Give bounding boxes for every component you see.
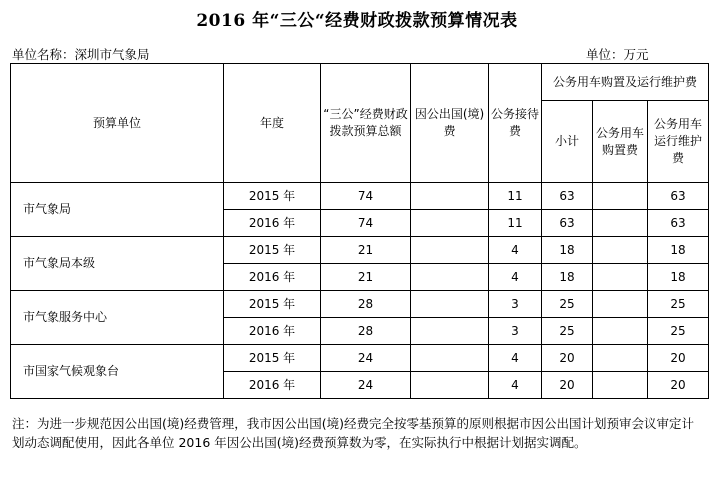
cell-abroad xyxy=(411,291,489,318)
cell-vehicle-operation: 18 xyxy=(648,237,709,264)
cell-subtotal: 20 xyxy=(542,345,593,372)
header-budget-unit: 预算单位 xyxy=(11,64,224,183)
header-year: 年度 xyxy=(224,64,321,183)
cell-vehicle-purchase xyxy=(593,183,648,210)
cell-budget-unit: 市气象局 xyxy=(11,183,224,237)
cell-reception: 11 xyxy=(489,183,542,210)
table-row xyxy=(11,183,709,210)
cell-total: 21 xyxy=(321,237,411,264)
cell-year: 2015 年 xyxy=(224,237,321,264)
cell-total: 74 xyxy=(321,210,411,237)
table-row xyxy=(11,291,709,318)
cell-subtotal: 20 xyxy=(542,372,593,399)
cell-reception: 3 xyxy=(489,318,542,345)
cell-year: 2016 年 xyxy=(224,210,321,237)
cell-year: 2016 年 xyxy=(224,318,321,345)
cell-reception: 3 xyxy=(489,291,542,318)
cell-vehicle-operation: 18 xyxy=(648,264,709,291)
cell-year: 2016 年 xyxy=(224,372,321,399)
cell-abroad xyxy=(411,237,489,264)
cell-reception: 4 xyxy=(489,372,542,399)
cell-total: 21 xyxy=(321,264,411,291)
cell-vehicle-purchase xyxy=(593,210,648,237)
cell-reception: 4 xyxy=(489,345,542,372)
cell-subtotal: 25 xyxy=(542,291,593,318)
cell-vehicle-purchase xyxy=(593,237,648,264)
header-vehicle-group: 公务用车购置及运行维护费 xyxy=(542,64,709,101)
cell-total: 24 xyxy=(321,372,411,399)
cell-year: 2016 年 xyxy=(224,264,321,291)
cell-vehicle-purchase xyxy=(593,264,648,291)
cell-abroad xyxy=(411,318,489,345)
cell-vehicle-purchase xyxy=(593,318,648,345)
header-total: “三公”经费财政拨款预算总额 xyxy=(321,64,411,183)
cell-reception: 4 xyxy=(489,264,542,291)
cell-vehicle-purchase xyxy=(593,291,648,318)
cell-year: 2015 年 xyxy=(224,291,321,318)
cell-vehicle-operation: 20 xyxy=(648,345,709,372)
cell-subtotal: 18 xyxy=(542,264,593,291)
cell-abroad xyxy=(411,183,489,210)
cell-total: 28 xyxy=(321,318,411,345)
table-row xyxy=(11,345,709,372)
table-body xyxy=(11,183,709,399)
cell-reception: 4 xyxy=(489,237,542,264)
cell-vehicle-operation: 63 xyxy=(648,210,709,237)
cell-subtotal: 18 xyxy=(542,237,593,264)
cell-budget-unit: 市气象局本级 xyxy=(11,237,224,291)
cell-subtotal: 25 xyxy=(542,318,593,345)
cell-total: 24 xyxy=(321,345,411,372)
cell-vehicle-purchase xyxy=(593,372,648,399)
cell-vehicle-operation: 20 xyxy=(648,372,709,399)
cell-vehicle-operation: 63 xyxy=(648,183,709,210)
cell-abroad xyxy=(411,264,489,291)
page-title: 2016 年“三公“经费财政拨款预算情况表 xyxy=(196,11,518,31)
cell-abroad xyxy=(411,345,489,372)
footnote: 注：为进一步规范因公出国(境)经费管理，我市因公出国(境)经费完全按零基预算的原则根据市因公出国计划预审会议审定计划动态调配使用，因此各单位 2016 年因公出国(境)经费预算数为零，在实际执行中根据计划据实调配。 xyxy=(12,416,695,450)
cell-vehicle-purchase xyxy=(593,345,648,372)
table-row xyxy=(11,237,709,264)
header-vehicle-purchase: 公务用车购置费 xyxy=(593,101,648,183)
cell-total: 28 xyxy=(321,291,411,318)
cell-budget-unit: 市国家气候观象台 xyxy=(11,345,224,399)
cell-vehicle-operation: 25 xyxy=(648,318,709,345)
cell-abroad xyxy=(411,210,489,237)
cell-abroad xyxy=(411,372,489,399)
cell-subtotal: 63 xyxy=(542,183,593,210)
cell-year: 2015 年 xyxy=(224,345,321,372)
cell-total: 74 xyxy=(321,183,411,210)
header-abroad: 因公出国(境)费 xyxy=(411,64,489,183)
cell-budget-unit: 市气象服务中心 xyxy=(11,291,224,345)
unit-name-label: 单位名称：深圳市气象局 xyxy=(12,47,150,62)
currency-unit-label: 单位：万元 xyxy=(586,47,649,62)
cell-subtotal: 63 xyxy=(542,210,593,237)
cell-year: 2015 年 xyxy=(224,183,321,210)
header-subtotal: 小计 xyxy=(542,101,593,183)
header-reception: 公务接待费 xyxy=(489,64,542,183)
cell-vehicle-operation: 25 xyxy=(648,291,709,318)
cell-reception: 11 xyxy=(489,210,542,237)
budget-table xyxy=(10,63,709,399)
header-vehicle-operation: 公务用车运行维护费 xyxy=(648,101,709,183)
